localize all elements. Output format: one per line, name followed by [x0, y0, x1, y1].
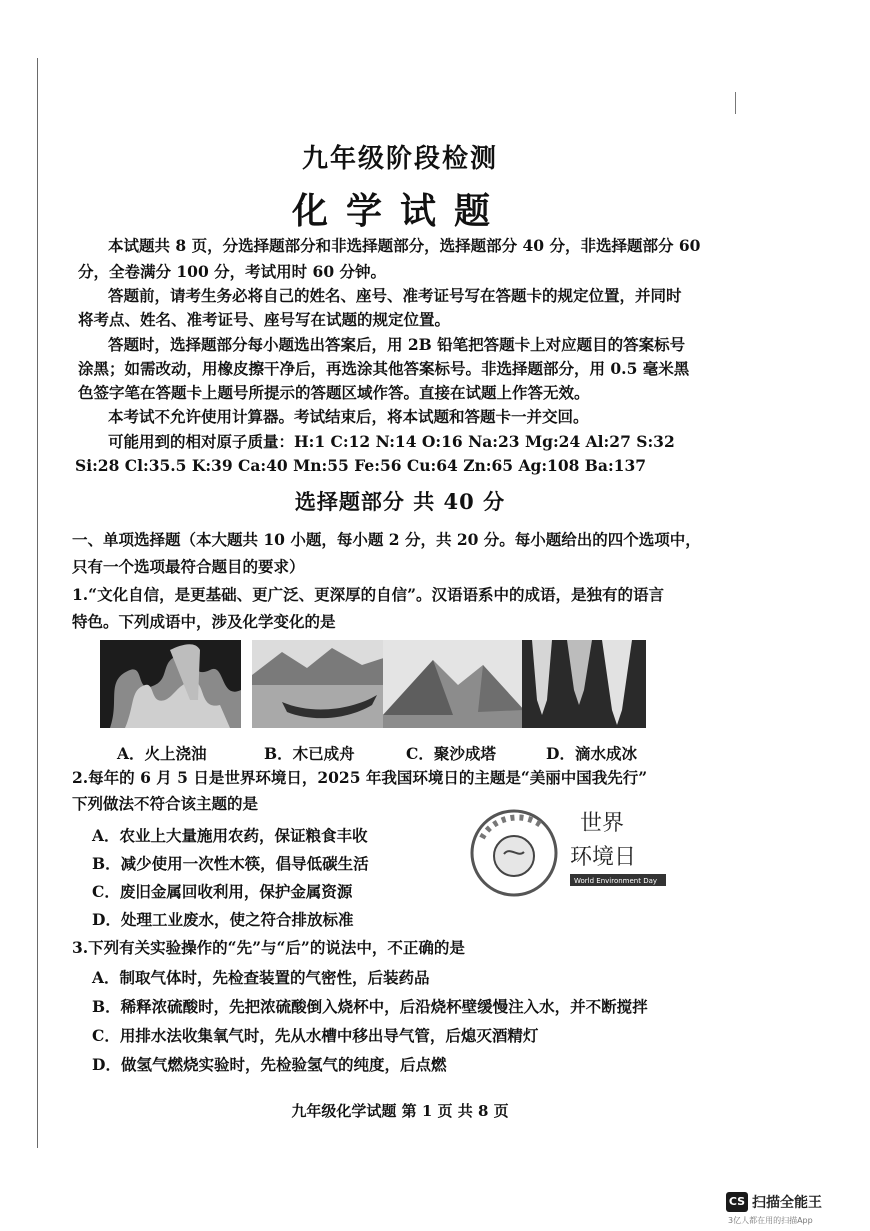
q2-option-a: A．农业上大量施用农药，保证粮食丰收 [92, 826, 368, 845]
page-footer: 九年级化学试题 第 1 页 共 8 页 [291, 1102, 509, 1120]
question-2-stem: 下列做法不符合该主题的是 [72, 794, 259, 813]
q1-option-d: D．滴水成冰 [546, 744, 637, 763]
q2-option-b: B．减少使用一次性木筷，倡导低碳生活 [92, 854, 369, 873]
question-1-stem: 特色。下列成语中，涉及化学变化的是 [72, 612, 336, 631]
q1-option-b: B．木已成舟 [264, 744, 355, 763]
scanner-watermark [726, 1190, 866, 1228]
question-1-stem: 1.“文化自信，是更基础、更广泛、更深厚的自信”。汉语语系中的成语，是独有的语言 [72, 585, 665, 604]
icicle-image [522, 640, 663, 728]
q2-option-c: C．废旧金属回收利用，保护金属资源 [92, 882, 353, 901]
scan-artifact [735, 92, 736, 114]
section-title: 选择题部分 共 40 分 [294, 489, 506, 514]
instruction-line: 答题前，请考生务必将自己的姓名、座号、准考证号写在答题卡的规定位置，并同时 [108, 286, 682, 305]
instruction-line: 本试题共 8 页，分选择题部分和非选择题部分，选择题部分 40 分，非选择题部分 60 [108, 236, 701, 255]
question-2-stem: 2.每年的 6 月 5 日是世界环境日，2025 年我国环境日的主题是“美丽中国我先行” [72, 768, 648, 787]
scanner-tagline: 3亿人都在用的扫描App [728, 1216, 813, 1225]
world-environment-day-logo [462, 798, 694, 916]
instruction-line: 将考点、姓名、准考证号、座号写在试题的规定位置。 [78, 310, 451, 329]
fire-oil-image [100, 640, 241, 728]
boat-image [252, 640, 393, 728]
part-heading: 只有一个选项最符合题目的要求） [72, 557, 305, 576]
subject-title: 化学试题 [291, 190, 508, 232]
atomic-mass-line: 可能用到的相对原子质量：H:1 C:12 N:14 O:16 Na:23 Mg:24 Al:27 S:32 [108, 432, 675, 451]
question-3-stem: 3.下列有关实验操作的“先”与“后”的说法中，不正确的是 [72, 938, 465, 957]
instruction-line: 答题时，选择题部分每小题选出答案后，用 2B 铅笔把答题卡上对应题目的答案标号 [108, 335, 686, 354]
instruction-line: 涂黑；如需改动，用橡皮擦干净后，再选涂其他答案标号。非选择题部分，用 0.5 毫米黑 [78, 359, 690, 378]
logo-text-world: 世界 [580, 811, 625, 836]
instruction-line: 本考试不允许使用计算器。考试结束后，将本试题和答题卡一并交回。 [108, 407, 589, 426]
q1-option-c: C．聚沙成塔 [406, 744, 496, 763]
logo-text-day: 环境日 [570, 845, 637, 870]
q3-option-d: D．做氢气燃烧实验时，先检验氢气的纯度，后点燃 [92, 1055, 447, 1074]
q3-option-a: A．制取气体时，先检查装置的气密性，后装药品 [92, 968, 430, 987]
part-heading: 一、单项选择题（本大题共 10 小题，每小题 2 分，共 20 分。每小题给出的四个选项中， [72, 530, 701, 549]
sand-tower-image [383, 640, 524, 728]
q1-option-a: A．火上浇油 [117, 744, 207, 763]
q3-option-c: C．用排水法收集氧气时，先从水槽中移出导气管，后熄灭酒精灯 [92, 1026, 539, 1045]
camscanner-icon: CS [726, 1192, 748, 1212]
q2-option-d: D．处理工业废水，使之符合排放标准 [92, 910, 354, 929]
q3-option-b: B．稀释浓硫酸时，先把浓硫酸倒入烧杯中，后沿烧杯壁缓慢注入水，并不断搅拌 [92, 997, 648, 1016]
instruction-line: 色签字笔在答题卡上题号所提示的答题区域作答。直接在试题上作答无效。 [78, 383, 590, 402]
exam-title: 九年级阶段检测 [301, 144, 498, 174]
scanner-name: 扫描全能王 [752, 1195, 822, 1211]
instruction-line: 分，全卷满分 100 分，考试用时 60 分钟。 [78, 262, 387, 281]
atomic-mass-line: Si:28 Cl:35.5 K:39 Ca:40 Mn:55 Fe:56 Cu:64 Zn:65 Ag:108 Ba:137 [75, 456, 647, 475]
logo-banner-text: World Environment Day [574, 877, 658, 885]
